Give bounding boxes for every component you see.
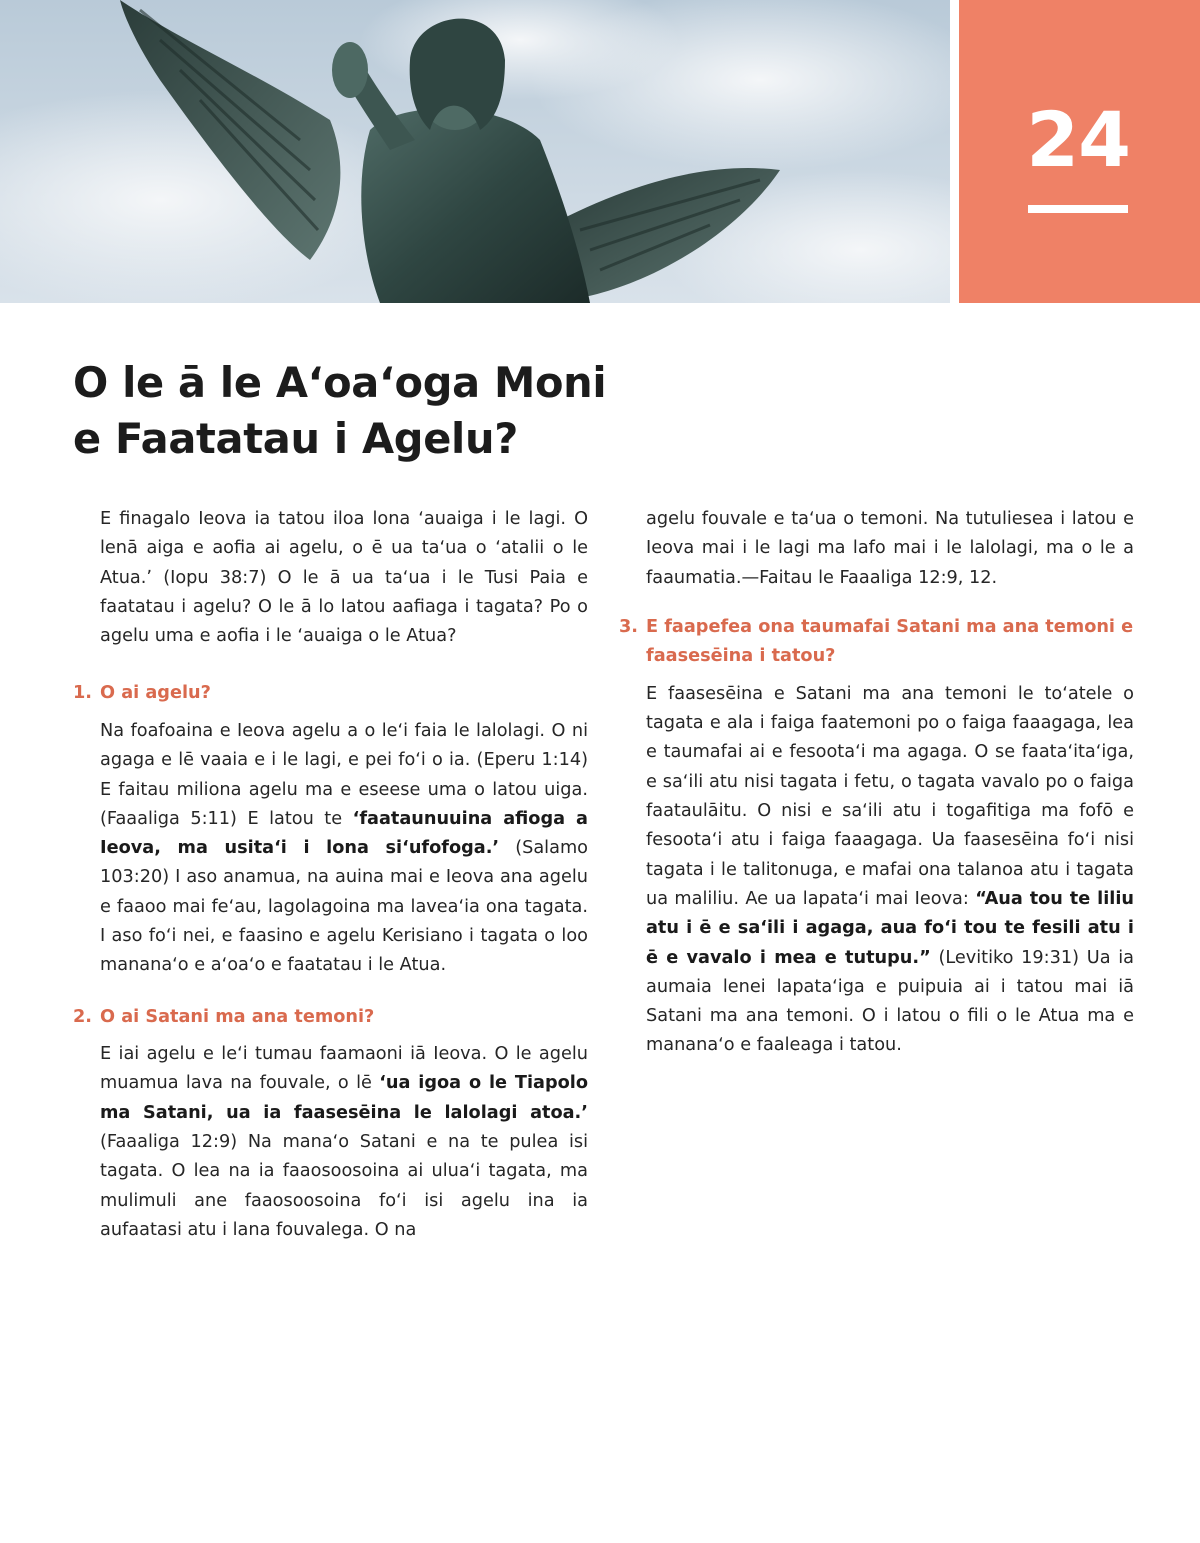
answer-2-continued: agelu fouvale e taʻua o temoni. Na tutuliesea i latou e Ieova mai i le lagi ma lafo mai i le lalolagi, ma o le a faaumatia.—Faitau le Faaaliga 12:9, 12. [646, 509, 1134, 588]
right-column [619, 505, 1135, 1061]
question-number: 2. [73, 1006, 93, 1027]
scripture-quote: ʻfaataunuuina afioga a Ieova, ma usitaʻi i lona siʻufofoga.ʼ [100, 808, 588, 859]
answer-text: (Levitiko 19:31) Ua ia aumaia lenei lapataʻiga e puipuia ai i tatou mai iā Satani ma ana temoni. O i latou o fili o le Atua ma e mananaʻo e faaleaga i tatou. [646, 947, 1135, 1056]
scripture-quote: ʻua igoa o le Tiapolo ma Satani, ua ia faasesēina le lalolagi atoa.ʼ [100, 1073, 588, 1123]
lesson-number-underline [1028, 205, 1128, 213]
lesson-number: 24 [1026, 95, 1130, 184]
question-text: O ai agelu? [100, 683, 211, 704]
question-1-heading [73, 679, 588, 709]
question-text: O ai Satani ma ana temoni? [100, 1006, 375, 1027]
question-2-heading [73, 1003, 588, 1033]
left-column [73, 505, 588, 1245]
question-text: E faapefea ona taumafai Satani ma ana temoni e faasesēina i tatou? [646, 616, 1134, 667]
answer-text: (Salamo 103:20) I aso anamua, na auina mai e Ieova ana agelu e faaoo mai feʻau, lagolagoina ma laveaʻia ona tagata. I aso foʻi nei, e faasino e agelu Kerisiano i tagata o loo mananaʻo e aʻoaʻo e faatatau i le Atua. [100, 838, 588, 976]
answer-2-paragraph [100, 1040, 588, 1245]
answer-text: (Faaaliga 12:9) Na manaʻo Satani e na te pulea isi tagata. O lea na ia faaosoosoina ai uluaʻi tagata, ma mulimuli ane faaosoosoina foʻi isi agelu ina ia aufaatasi atu i lana fouvalega. O na [100, 1132, 588, 1240]
angel-statue-photo [0, 0, 950, 303]
title-line-2: e Faatatau i Agelu? [73, 414, 518, 463]
answer-3-paragraph [646, 680, 1134, 1061]
title-line-1: O le ā le Aʻoaʻoga Moni [73, 358, 607, 407]
page-title [73, 355, 713, 467]
question-number: 1. [73, 683, 93, 704]
intro-paragraph: E finagalo Ieova ia tatou iloa lona ʻauaiga i le lagi. O lenā aiga e aofia ai agelu, o ē ua taʻua o ʻatalii o le Atua.ʼ (Iopu 38:7) O le ā ua taʻua i le Tusi Paia e faatatau i agelu? O le ā lo latou aafiaga i tagata? Po o agelu uma e aofia i le ʻauaiga o le Atua? [100, 509, 588, 647]
header-photo [0, 0, 950, 303]
answer-text: Na foafoaina e Ieova agelu a o leʻi faia le lalolagi. O ni agaga e lē vaaia e i le lagi, e pei foʻi o ia. (Eperu 1:14) E faitau miliona agelu ma e eseese uma o latou uiga. (Faaaliga 5:11) E latou te [100, 720, 588, 829]
question-3-heading [619, 613, 1134, 672]
answer-1-paragraph [100, 717, 588, 981]
answer-text: E iai agelu e leʻi tumau faamaoni iā Ieova. O le agelu muamua lava na fouvale, o lē [100, 1044, 588, 1094]
lesson-number-box [959, 0, 1200, 303]
question-number: 3. [619, 616, 639, 637]
answer-text: E faasesēina e Satani ma ana temoni le toʻatele o tagata e ala i faiga faatemoni po o faiga faaagaga, lea e taumafai ai e fesootaʻi ma agaga. O se faataʻitaʻiga, e saʻili atu nisi tagata i fetu, o tagata vavalo po o faiga faataulāitu. O nisi e saʻili atu i togafitiga ma fofō e fesootaʻi atu i faiga faaagaga. Ua faasesēina foʻi nisi tagata i le talitonuga, e mafai ona talanoa atu i tagata ua maliliu. Ae ua lapataʻi mai Ieova: [646, 683, 1134, 909]
scripture-quote: “Aua tou te liliu atu i ē e saʻili i agaga, aua foʻi tou te fesili atu i ē e vavalo i mea e tutupu.” [646, 888, 1135, 968]
